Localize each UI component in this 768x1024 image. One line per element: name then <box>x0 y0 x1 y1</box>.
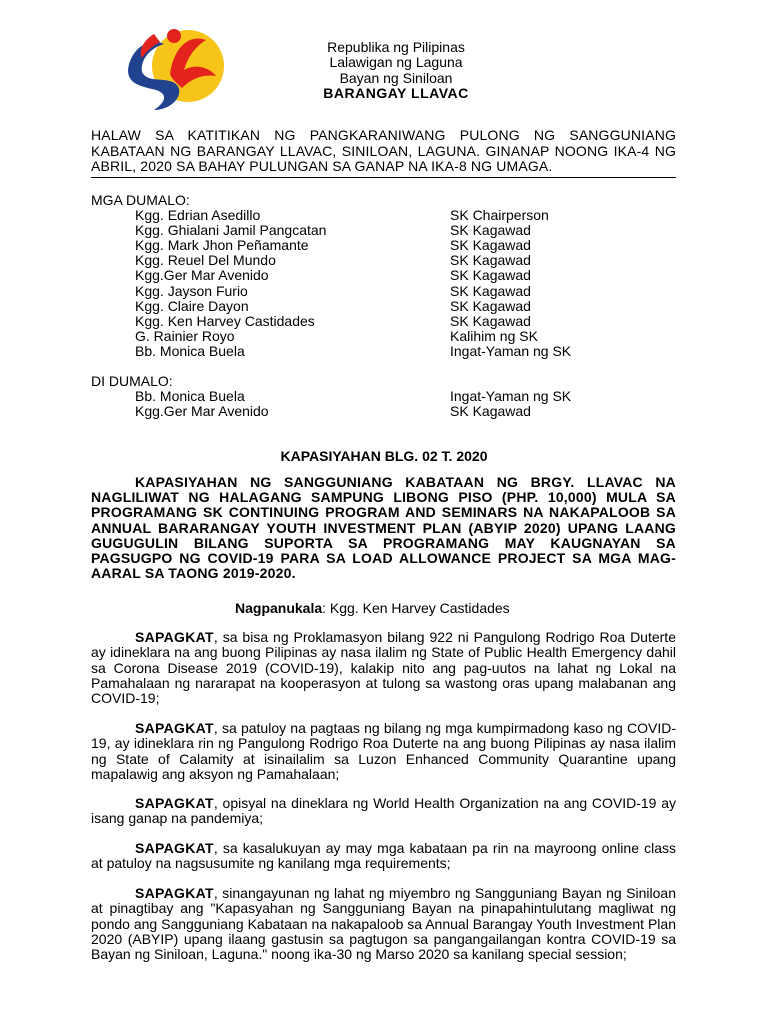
whereas-keyword: SAPAGKAT <box>135 720 214 736</box>
member-row <box>91 404 571 419</box>
present-heading: MGA DUMALO: <box>91 192 190 208</box>
member-position: Ingat-Yaman ng SK <box>450 388 572 405</box>
member-row <box>91 284 571 299</box>
member-row <box>91 329 571 344</box>
member-name: Kgg. Edrian Asedillo <box>135 207 261 224</box>
whereas-text: , sa patuloy na pagtaas ng bilang ng mga kumpirmadong kaso ng COVID-19, ay idineklara rin ng Pangulong Rodrigo Roa Duterte na ang buong Pilipinas ay nasa ilalim ng State of Calamity at isinailalim sa Luzon Enhanced Community Quarantine upang mapalawig ang aksyon ng Pamahalaan; <box>91 720 676 782</box>
resolution-title: KAPASIYAHAN BLG. 02 T. 2020 <box>280 448 488 464</box>
present-list <box>91 208 571 359</box>
member-row <box>91 208 571 223</box>
whereas-keyword: SAPAGKAT <box>135 885 214 901</box>
member-name: Kgg. Ghialani Jamil Pangcatan <box>135 222 327 239</box>
member-name: Kgg. Jayson Furio <box>135 282 248 299</box>
whereas-paragraph <box>91 796 676 827</box>
document-header <box>270 40 522 102</box>
member-name: Bb. Monica Buela <box>135 388 245 405</box>
member-row <box>91 268 571 283</box>
member-row <box>91 299 571 314</box>
member-position: SK Kagawad <box>450 403 531 420</box>
sk-logo <box>124 24 226 114</box>
member-row <box>91 314 571 329</box>
header-line: Lalawigan ng Laguna <box>329 54 463 71</box>
member-position: SK Kagawad <box>450 312 531 329</box>
whereas-paragraph <box>91 630 676 706</box>
member-row <box>91 389 571 404</box>
member-position: SK Kagawad <box>450 252 531 269</box>
member-position: SK Kagawad <box>450 222 531 239</box>
member-name: Kgg. Claire Dayon <box>135 297 249 314</box>
proposer-name: Kgg. Ken Harvey Castidades <box>329 600 510 616</box>
absent-heading: DI DUMALO: <box>91 373 173 389</box>
member-row <box>91 253 571 268</box>
present-section <box>91 193 571 359</box>
member-name: Kgg.Ger Mar Avenido <box>135 403 269 420</box>
minutes-excerpt-heading: HALAW SA KATITIKAN NG PANGKARANIWANG PULONG NG SANGGUNIANG KABATAAN NG BARANGAY LLAVAC, SINILOAN, LAGUNA. GINANAP NOONG IKA-4 NG ABRIL, 2020 SA BAHAY PULUNGAN SA GANAP NA IKA-8 NG UMAGA. <box>91 127 676 174</box>
member-name: Kgg. Reuel Del Mundo <box>135 252 276 269</box>
whereas-paragraph <box>91 721 676 782</box>
member-row <box>91 344 571 359</box>
member-name: Kgg.Ger Mar Avenido <box>135 267 269 284</box>
whereas-paragraph <box>91 886 676 962</box>
whereas-text: , sinangayunan ng lahat ng miyembro ng Sangguniang Bayan ng Siniloan at pinagtibay ang "Kapasyahan ng Sangguniang Bayan na pinapahintulutang magliwat ng pondo ang Sangguniang Kabataan na nakapaloob sa Annual Barangay Youth Investment Plan 2020 (ABYIP) upang ilaang gastusin sa pagtugon sa pangangailangan kontra COVID-19 sa Bayan ng Siniloan, Laguna." noong ika-30 ng Marso 2020 sa kanilang special session; <box>91 885 676 963</box>
member-position: Kalihim ng SK <box>450 327 538 344</box>
member-name: G. Rainier Royo <box>135 327 235 344</box>
barangay-name: BARANGAY LLAVAC <box>323 85 469 102</box>
member-row <box>91 238 571 253</box>
logo-red-head <box>167 29 181 43</box>
absent-list <box>91 389 571 419</box>
horizontal-rule <box>91 177 676 178</box>
whereas-text: , sa kasalukuyan ay may mga kabataan pa rin na mayroong online class at patuloy na nagsusumite ng kanilang mga requirements; <box>91 840 676 872</box>
member-name: Bb. Monica Buela <box>135 342 245 359</box>
header-line: Republika ng Pilipinas <box>327 39 465 55</box>
whereas-keyword: SAPAGKAT <box>135 795 214 811</box>
member-position: SK Chairperson <box>450 207 549 224</box>
whereas-text: , opisyal na dineklara ng World Health Organization na ang COVID-19 ay isang ganap na pandemiya; <box>91 795 676 827</box>
member-position: SK Kagawad <box>450 237 531 254</box>
resolution-body: KAPASIYAHAN NG SANGGUNIANG KABATAAN NG BRGY. LLAVAC NA NAGLILIWAT NG HALAGANG SAMPUNG LIBONG PISO (PHP. 10,000) MULA SA PROGRAMANG SK CONTINUING PROGRAM AND SEMINARS NA NAKAPALOOB SA ANNUAL BARARANGAY YOUTH INVESTMENT PLAN (ABYIP 2020) UPANG LAANG GUGUGULIN BILANG SUPORTA SA PROGRAMANG MAY KAUGNAYAN SA PAGSUGPO NG COVID-19 PARA SA LOAD ALLOWANCE PROJECT SA MGA MAG-AARAL SA TAONG 2019-2020. <box>91 474 676 582</box>
member-row <box>91 223 571 238</box>
proposer-line: Nagpanukala: Kgg. Ken Harvey Castidades <box>235 600 510 616</box>
absent-section <box>91 374 571 419</box>
member-position: SK Kagawad <box>450 282 531 299</box>
whereas-paragraph <box>91 841 676 872</box>
whereas-keyword: SAPAGKAT <box>135 840 214 856</box>
member-position: SK Kagawad <box>450 267 531 284</box>
header-line: Bayan ng Siniloan <box>339 69 453 86</box>
member-position: SK Kagawad <box>450 297 531 314</box>
whereas-keyword: SAPAGKAT <box>135 629 214 645</box>
member-position: Ingat-Yaman ng SK <box>450 342 572 359</box>
member-name: Kgg. Ken Harvey Castidades <box>135 312 315 329</box>
whereas-text: , sa bisa ng Proklamasyon bilang 922 ni Pangulong Rodrigo Roa Duterte ay idineklara na ang buong Pilipinas ay nasa ilalim ng State of Public Health Emergency dahil sa Corona Disease 2019 (COVID-19), kalakip nito ang pag-uutos na lahat ng Lokal na Pamahalaan ng nararapat na kooperasyon at tulong sa wastong oras upang malabanan ang COVID-19; <box>91 629 676 707</box>
member-name: Kgg. Mark Jhon Peñamante <box>135 237 309 254</box>
proposer-label: Nagpanukala <box>235 600 323 616</box>
